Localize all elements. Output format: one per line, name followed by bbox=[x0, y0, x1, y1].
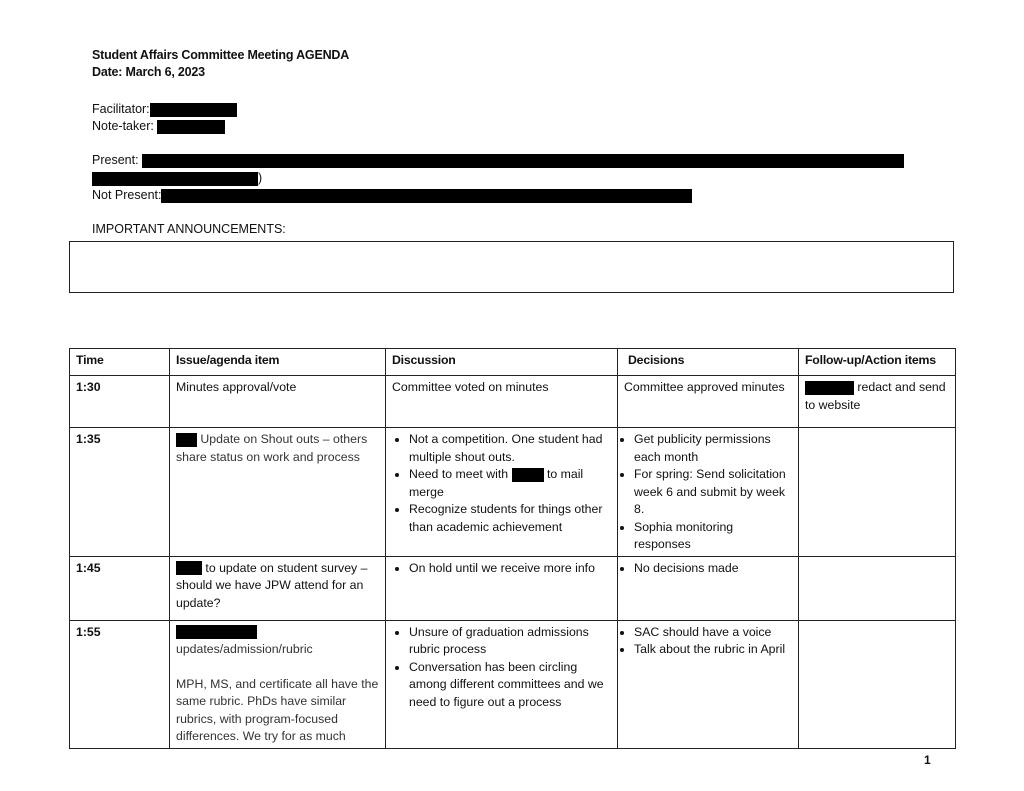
facilitator-line bbox=[92, 101, 237, 118]
decisions-list bbox=[624, 624, 792, 659]
list-item: • Recognize students for things other than academic achievement bbox=[409, 501, 611, 536]
redaction-bar bbox=[176, 561, 202, 575]
redaction-bar bbox=[176, 625, 257, 639]
list-item: • Talk about the rubric in April bbox=[634, 641, 792, 659]
redaction-bar bbox=[92, 172, 258, 186]
list-item: • Conversation has been circling among different committees and we need to figure out a process bbox=[409, 659, 611, 712]
row-issue bbox=[170, 620, 386, 748]
page-number: 1 bbox=[924, 753, 931, 767]
row-discussion: Committee voted on minutes bbox=[386, 376, 618, 428]
row-time: 1:30 bbox=[70, 376, 170, 428]
discussion-list bbox=[392, 431, 611, 536]
redaction-bar bbox=[512, 468, 544, 482]
redaction-bar bbox=[805, 381, 854, 395]
row-issue: Minutes approval/vote bbox=[170, 376, 386, 428]
list-item bbox=[409, 466, 611, 501]
not-present-line bbox=[92, 187, 692, 204]
row-time: 1:45 bbox=[70, 556, 170, 620]
document-date: Date: March 6, 2023 bbox=[92, 65, 205, 79]
column-header-issue: Issue/agenda item bbox=[170, 349, 386, 376]
table-row bbox=[70, 428, 956, 557]
table-header-row bbox=[70, 349, 956, 376]
row-decisions bbox=[618, 620, 799, 748]
notetaker-label: Note-taker: bbox=[92, 119, 154, 133]
not-present-label: Not Present: bbox=[92, 188, 162, 202]
followup-text: redact and send to website bbox=[805, 380, 946, 412]
document-title: Student Affairs Committee Meeting AGENDA bbox=[92, 48, 350, 62]
redaction-bar bbox=[161, 189, 692, 203]
row-decisions bbox=[618, 556, 799, 620]
issue-text: Update on Shout outs – others share status on work and process bbox=[176, 432, 368, 464]
table-row bbox=[70, 556, 956, 620]
row-time: 1:35 bbox=[70, 428, 170, 557]
list-item-text: Need to meet with bbox=[409, 467, 509, 481]
row-issue bbox=[170, 428, 386, 557]
present-line-continued bbox=[92, 170, 262, 187]
decisions-list bbox=[624, 560, 792, 578]
present-label: Present: bbox=[92, 153, 139, 167]
document-header bbox=[92, 47, 349, 81]
list-item: • Get publicity permissions each month bbox=[634, 431, 792, 466]
row-discussion bbox=[386, 620, 618, 748]
issue-paragraph: MPH, MS, and certificate all have the same rubric. PhDs have similar rubrics, with program-focused differences. We try for as much bbox=[176, 676, 379, 743]
list-item: • Sophia monitoring responses bbox=[634, 519, 792, 554]
list-item: • For spring: Send solicitation week 6 and submit by week 8. bbox=[634, 466, 792, 519]
row-followup bbox=[799, 620, 956, 748]
announcements-label: IMPORTANT ANNOUNCEMENTS: bbox=[92, 222, 286, 236]
issue-text: updates/admission/rubric bbox=[176, 642, 313, 656]
present-line bbox=[92, 152, 904, 169]
row-issue bbox=[170, 556, 386, 620]
agenda-table bbox=[69, 348, 956, 749]
present-close-paren: ) bbox=[258, 171, 263, 185]
issue-text: to update on student survey – should we have JPW attend for an update? bbox=[176, 560, 368, 610]
row-followup bbox=[799, 556, 956, 620]
column-header-decisions: Decisions bbox=[618, 349, 799, 376]
redaction-bar bbox=[157, 120, 225, 134]
column-header-time: Time bbox=[70, 349, 170, 376]
list-item: • Unsure of graduation admissions rubric process bbox=[409, 624, 611, 659]
discussion-list bbox=[392, 624, 611, 712]
row-discussion bbox=[386, 556, 618, 620]
list-item: • No decisions made bbox=[634, 560, 792, 578]
decisions-list bbox=[624, 431, 792, 554]
list-item: • On hold until we receive more info bbox=[409, 560, 611, 578]
row-followup bbox=[799, 376, 956, 428]
facilitator-label: Facilitator: bbox=[92, 102, 150, 116]
column-header-followup: Follow-up/Action items bbox=[799, 349, 956, 376]
column-header-discussion: Discussion bbox=[386, 349, 618, 376]
list-item: • Not a competition. One student had multiple shout outs. bbox=[409, 431, 611, 466]
row-discussion bbox=[386, 428, 618, 557]
row-time: 1:55 bbox=[70, 620, 170, 748]
redaction-bar bbox=[142, 154, 904, 168]
notetaker-line bbox=[92, 118, 225, 135]
announcements-box bbox=[69, 241, 954, 293]
row-decisions bbox=[618, 428, 799, 557]
redaction-bar bbox=[150, 103, 237, 117]
row-followup bbox=[799, 428, 956, 557]
table-row bbox=[70, 620, 956, 748]
table-row bbox=[70, 376, 956, 428]
redaction-bar bbox=[176, 433, 197, 447]
list-item-text: to mail merge bbox=[409, 467, 584, 499]
row-decisions: Committee approved minutes bbox=[618, 376, 799, 428]
discussion-list bbox=[392, 560, 611, 578]
list-item: • SAC should have a voice bbox=[634, 624, 792, 642]
